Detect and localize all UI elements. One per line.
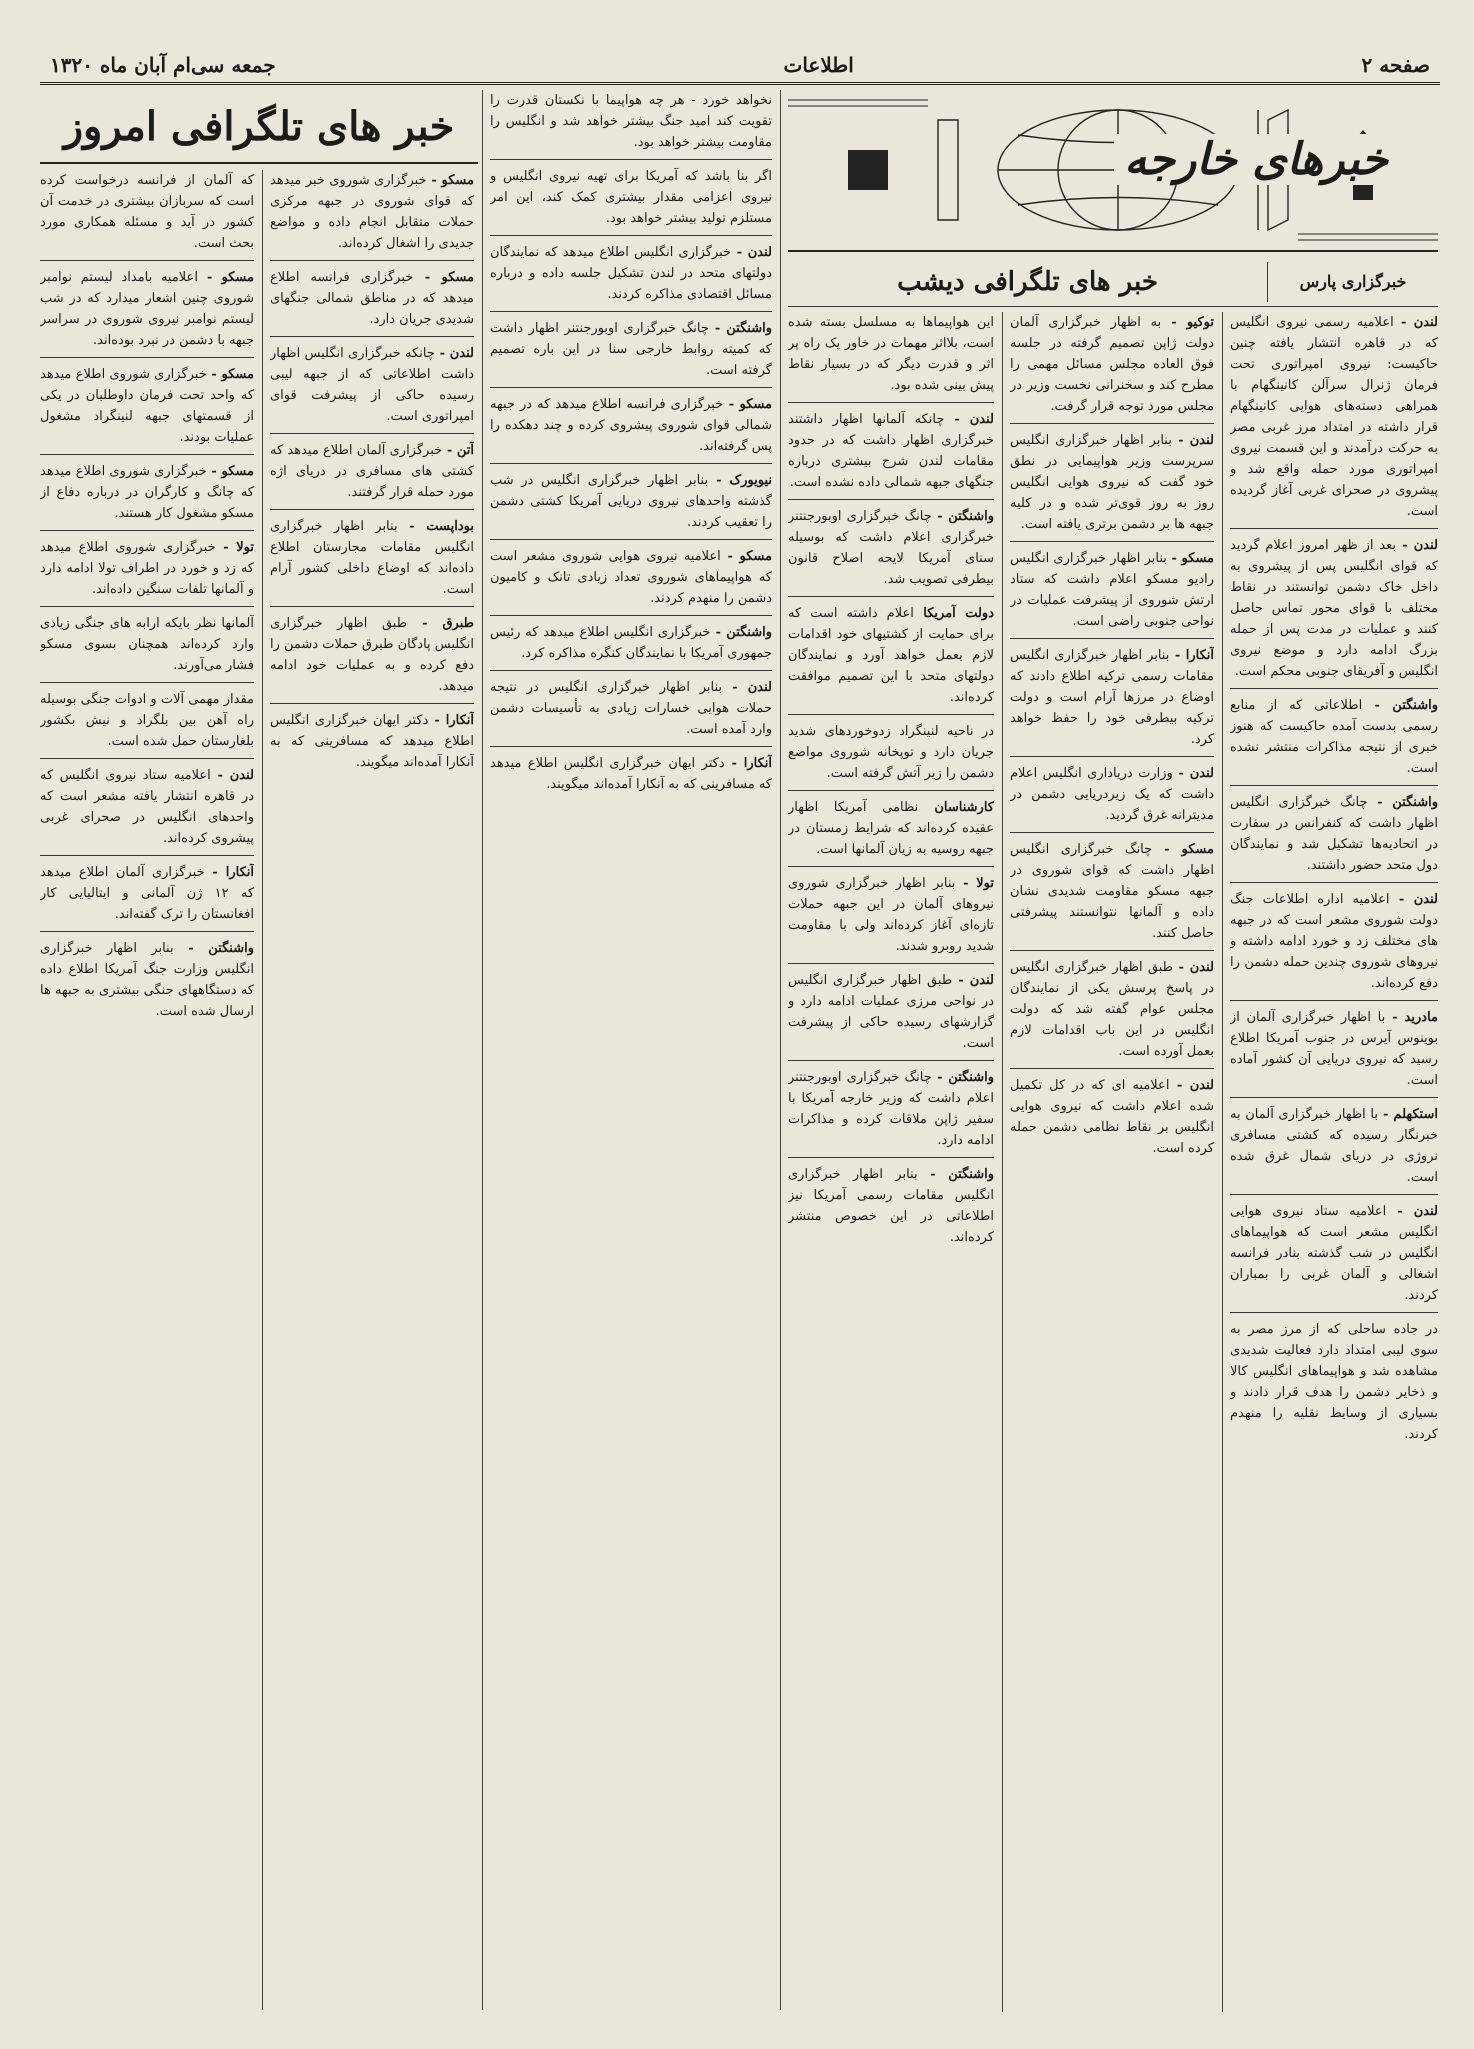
- item-divider: [1230, 785, 1438, 786]
- agency-heading: خبرگزاری پارس: [1267, 262, 1438, 302]
- news-item: [490, 546, 772, 609]
- item-divider: [40, 260, 254, 261]
- dateline: نیویورک -: [708, 473, 772, 488]
- item-divider: [788, 402, 994, 403]
- news-text: بنابر اظهار خبرگزاری انگلیس رادیو مسکو اعلام داشت که ستاد ارتش شوروی از پیشرفت عملیات در نواحی جنوبی راضی است.: [1010, 551, 1214, 629]
- sub-banner: [788, 258, 1438, 307]
- news-item: [270, 613, 474, 697]
- news-text: دکتر ایهان خبرگزاری انگلیس اطلاع میدهد که مسافرینی که به آنکارا آمده‌اند میگویند.: [270, 713, 474, 770]
- news-item: [788, 797, 994, 860]
- news-item: [40, 537, 254, 600]
- dateline: مسکو -: [197, 270, 254, 285]
- dateline: لندن -: [210, 768, 254, 783]
- news-item: [490, 166, 772, 229]
- foreign-news-banner: [788, 90, 1438, 252]
- news-text: بنابر اظهار خبرگزاری شوروی نیروهای آلمان در این جبهه حملات تازه‌ای آغاز کرده‌اند ولی با مقاومت شدید روبرو شدند.: [788, 876, 994, 954]
- news-text: چانگ خبرگزاری انگلیس اظهار داشت که کنفرانس در سفارت در اتحادیه‌ها تشکیل شد و نمایندگان دول متحد حضور داشتند.: [1230, 795, 1438, 873]
- dateline: واشنگتن -: [917, 1167, 994, 1182]
- news-item: [1010, 312, 1214, 417]
- dateline: مسکو -: [426, 173, 474, 188]
- news-text: اعلامیه ستاد نیروی هوایی انگلیس مشعر است که هواپیماهای انگلیس در شب گذشته بنادر فرانسه اشغالی و آلمان غربی را بمباران کردند.: [1230, 1204, 1438, 1303]
- news-item: [1230, 1201, 1438, 1306]
- news-item: [490, 753, 772, 795]
- news-item: [788, 873, 994, 957]
- item-divider: [40, 931, 254, 932]
- news-text: دکتر ایهان خبرگزاری انگلیس اطلاع میدهد که مسافرینی که به آنکارا آمده‌اند میگویند.: [490, 756, 772, 792]
- item-divider: [40, 606, 254, 607]
- news-item: [788, 506, 994, 590]
- news-item: [490, 242, 772, 305]
- item-divider: [1010, 1068, 1214, 1069]
- news-item: [1230, 889, 1438, 994]
- dateline: آنکارا -: [428, 713, 474, 728]
- item-divider: [788, 1157, 994, 1158]
- column-5: [270, 170, 474, 2010]
- news-text: خبرگزاری شوروی اطلاع میدهد که چانگ و کارگران در درباره دفاع از مسکو مشغول کار هستند.: [40, 464, 254, 521]
- news-item: [788, 970, 994, 1054]
- item-divider: [270, 606, 474, 607]
- news-item: [40, 938, 254, 1022]
- news-text: اعلامیه اداره اطلاعات جنگ دولت شوروی مشعر است که در جبهه های مختلف زد و خورد ادامه داشته و نیروهای شوروی چندین حمله دشمن را دفع کرده‌اند.: [1230, 892, 1438, 991]
- item-divider: [40, 357, 254, 358]
- news-item: [1230, 1104, 1438, 1188]
- news-text: بنابر اظهار خبرگزاری انگلیس مقامات رسمی آمریکا نیز اطلاعاتی در این خصوص منتشر کرده‌اند.: [788, 1167, 994, 1245]
- item-divider: [1230, 1000, 1438, 1001]
- news-text: آلمانها نظر بایکه ارابه های جنگی زیادی وارد کرده‌اند همچنان بسوی مسکو فشار می‌آورند.: [40, 616, 254, 673]
- news-item: [270, 710, 474, 773]
- item-divider: [40, 454, 254, 455]
- item-divider: [490, 463, 772, 464]
- news-text: با اظهار خبرگزاری آلمان از بوینوس آیرس در جنوب آمریکا اطلاع رسید که نیروی دریایی آن کشور آماده است.: [1230, 1010, 1438, 1088]
- news-text: خبرگزاری فرانسه اطلاع میدهد که در مناطق شمالی جنگهای شدیدی جریان دارد.: [270, 270, 474, 327]
- news-item: [1010, 839, 1214, 944]
- news-text: خبرگزاری شوروی خبر میدهد که قوای شوروی در جبهه مرکزی حملات متقابل انجام داده و مواضع جدیدی را اشغال کرده‌اند.: [270, 173, 474, 251]
- dateline: تولا -: [955, 876, 994, 891]
- news-item: [40, 461, 254, 524]
- dateline: لندن -: [1386, 1204, 1438, 1219]
- news-item: [788, 409, 994, 493]
- news-text: خبرگزاری فرانسه اطلاع میدهد که در جبهه شمالی قوای شوروی پیشروی کرده و چند دهکده را پس گرفته‌اند.: [490, 397, 772, 454]
- dateline: واشنگتن -: [931, 509, 994, 524]
- news-text: خبرگزاری شوروی اطلاع میدهد که زد و خورد در اطراف تولا ادامه دارد و آلمانها تلفات سنگین داده‌اند.: [40, 540, 254, 597]
- dateline: واشنگتن -: [708, 321, 772, 336]
- news-text: به اظهار خبرگزاری آلمان دولت ژاپن تصمیم گرفته در جلسه فوق العاده مجلس مسائل مهمی را مطرح کند و سخنرانی نخست وزیر در مجلس مورد توجه قرار گرفت.: [1010, 315, 1214, 414]
- item-divider: [1010, 950, 1214, 951]
- news-text: بنابر اظهار خبرگزاری انگلیس مقامات مجارستان اطلاع داده‌اند که اوضاع داخلی کشور آرام است.: [270, 519, 474, 597]
- news-item: [1010, 645, 1214, 750]
- item-divider: [490, 311, 772, 312]
- dateline: لندن -: [1396, 538, 1438, 553]
- dateline: آنکارا -: [1169, 648, 1214, 663]
- dateline: لندن -: [434, 346, 474, 361]
- news-text: خبرگزاری شوروی اطلاع میدهد که واحد تحت فرمان داوطلبان در یکی از قسمتهای جبهه لنینگراد مشغول عملیات بودند.: [40, 367, 254, 445]
- column-4: [490, 90, 772, 2010]
- news-text: در ناحیه لنینگراد زدوخوردهای شدید جریان دارد و توپخانه شوروی مواضع دشمن را زیر آتش گرفته است.: [788, 724, 994, 781]
- news-item: [1230, 1007, 1438, 1091]
- item-divider: [40, 855, 254, 856]
- news-text: بنابر اظهار خبرگزاری انگلیس در نتیجه حملات هوایی خسارات زیادی به تأسیسات دشمن وارد آمده است.: [490, 680, 772, 737]
- news-text: اعلامیه ای که در کل تکمیل شده اعلام داشت که نیروی هوایی انگلیس بر نقاط نظامی دشمن حمله کرده است.: [1010, 1078, 1214, 1156]
- news-text: بنابر اظهار خبرگزاری انگلیس سرپرست وزیر هواپیمایی در نطق خود گفت که نیروی هوایی انگلیس روز به روز قوی‌تر شده و در کلیه جبهه ها بر دشمن برتری یافته است.: [1010, 433, 1214, 532]
- news-text: خبرگزاری آلمان اطلاع میدهد که کشتی های مسافری در دریای اژه مورد حمله قرار گرفتند.: [270, 443, 474, 500]
- item-divider: [490, 159, 772, 160]
- news-item: [490, 394, 772, 457]
- dateline: لندن -: [1393, 315, 1438, 330]
- column-2: [1010, 312, 1214, 2012]
- item-divider: [40, 530, 254, 531]
- news-item: [40, 364, 254, 448]
- news-item: [40, 170, 254, 254]
- news-item: [1230, 792, 1438, 876]
- dateline: آنکارا -: [204, 865, 254, 880]
- dateline: طبرق -: [407, 616, 474, 631]
- item-divider: [490, 539, 772, 540]
- item-divider: [270, 703, 474, 704]
- item-divider: [490, 746, 772, 747]
- news-text: بنابر اظهار خبرگزاری انگلیس وزارت جنگ آمریکا اطلاع داده که دستگاههای جنگی بیشتری به جبهه ها ارسال شده است.: [40, 941, 254, 1019]
- news-item: [490, 318, 772, 381]
- column-6: [40, 170, 254, 2010]
- item-divider: [1230, 1194, 1438, 1195]
- news-text: اعلامیه ستاد نیروی انگلیس که در قاهره انتشار یافته مشعر است که واحدهای انگلیس در صحرای غربی پیشروی کرده‌اند.: [40, 768, 254, 846]
- paper-name: اطلاعات: [783, 53, 854, 77]
- dateline: لندن -: [944, 412, 994, 427]
- news-item: [490, 90, 772, 153]
- item-divider: [1010, 423, 1214, 424]
- news-text: بنابر اظهار خبرگزاری انگلیس در شب گذشته واحدهای نیروی دریایی آمریکا کشتی دشمن را تعقیب کردند.: [490, 473, 772, 530]
- item-divider: [40, 758, 254, 759]
- news-item: [1230, 535, 1438, 682]
- item-divider: [788, 963, 994, 964]
- news-text: خبرگزاری آلمان اطلاع میدهد که ۱۲ ژن آلمانی و ایتالیایی کار افغانستان را ترک گفته‌اند.: [40, 865, 254, 922]
- dateline: لندن -: [1169, 1078, 1214, 1093]
- news-item: [490, 470, 772, 533]
- dateline: مسکو -: [206, 367, 254, 382]
- news-text: خبرگزاری انگلیس اطلاع میدهد که نمایندگان دولتهای متحد در لندن تشکیل جلسه داده و درباره مسائل اقتصادی مذاکره کردند.: [490, 245, 772, 302]
- dateline: مسکو -: [413, 270, 474, 285]
- item-divider: [788, 499, 994, 500]
- dateline: لندن -: [1172, 960, 1214, 975]
- dateline: مسکو -: [206, 464, 254, 479]
- yesterday-heading: خبر های تلگرافی دیشب: [897, 267, 1158, 297]
- item-divider: [490, 387, 772, 388]
- news-text: چانکه آلمانها اظهار داشتند خبرگزاری اظهار داشت که در حدود مقامات لندن شرح بیشتری درباره جنگهای جبهه شمالی داده نشده است.: [788, 412, 994, 490]
- news-text: چانگ خبرگزاری اوبورجنتنر خبرگزاری اعلام داشت که بوسیله سنای آمریکا لایحه اصلاح قانون بیطرفی تصویب شد.: [788, 509, 994, 587]
- dateline: آتن -: [442, 443, 474, 458]
- news-text: نظامی آمریکا اظهار عقیده کرده‌اند که شرایط زمستان در جبهه روسیه به زیان آلمانها است.: [788, 800, 994, 857]
- item-divider: [788, 596, 994, 597]
- news-text: اعلامیه نیروی هوایی شوروی مشعر است که هواپیماهای شوروی تعداد زیادی تانک و کامیون دشمن را منهدم کردند.: [490, 549, 772, 606]
- news-text: چانگ خبرگزاری اوبورجنتنر اعلام داشت که وزیر خارجه آمریکا با سفیر ژاپن ملاقات کرده و مذاکرات ادامه دارد.: [788, 1070, 994, 1148]
- dateline: لندن -: [1172, 766, 1214, 781]
- dateline: واشنگتن -: [931, 1070, 994, 1085]
- news-item: [1230, 695, 1438, 779]
- dateline: آنکارا -: [724, 756, 772, 771]
- today-heading: خبر های تلگرافی امروز: [40, 92, 478, 164]
- item-divider: [1010, 756, 1214, 757]
- dateline: دولت آمریکا: [913, 606, 994, 621]
- news-item: [40, 689, 254, 752]
- news-text: بعد از ظهر امروز اعلام گردید که قوای انگلیس پس از پیشروی به داخل خاک دشمن توانستند در نقاط مختلف با قوای محور تماس حاصل کنند و عملیات در مدت پس از حمله بزرگ ادامه دارد و موضع نیروی انگلیس و آفریقای جنوبی محکم است.: [1230, 538, 1438, 679]
- news-item: [788, 1164, 994, 1248]
- news-item: [270, 343, 474, 427]
- news-item: [270, 516, 474, 600]
- column-1: [1230, 312, 1438, 2012]
- news-item: [1010, 763, 1214, 826]
- dateline: واشنگتن -: [173, 941, 254, 956]
- news-item: [40, 862, 254, 925]
- item-divider: [270, 433, 474, 434]
- dateline: مادرید -: [1385, 1010, 1438, 1025]
- item-divider: [788, 714, 994, 715]
- news-text: نخواهد خورد - هر چه هواپیما با نکستان قدرت را تقویت کند امید جنگ بیشتر خواهد شد و انگلیس را مقاومت بیشتر خواهد بود.: [490, 93, 772, 150]
- dateline: لندن -: [731, 245, 772, 260]
- dateline: مسکو -: [723, 397, 772, 412]
- banner-title: خبرهای خارجه: [1114, 134, 1398, 185]
- item-divider: [1010, 638, 1214, 639]
- news-text: چانگ خبرگزاری انگلیس اظهار داشت که قوای شوروی در جبهه مسکو مقاومت شدیدی نشان داده و آلمانها نتوانستند پیشرفتی حاصل کنند.: [1010, 842, 1214, 941]
- news-item: [788, 312, 994, 396]
- news-item: [490, 677, 772, 740]
- dateline: استکهلم -: [1378, 1107, 1438, 1122]
- news-item: [1010, 1075, 1214, 1159]
- news-item: [788, 721, 994, 784]
- news-item: [788, 1067, 994, 1151]
- dateline: تولا -: [215, 540, 254, 555]
- news-item: [1230, 1319, 1438, 1445]
- item-divider: [490, 235, 772, 236]
- news-text: چانکه خبرگزاری انگلیس اظهار داشت اطلاعاتی که از جبهه لیبی رسیده حاکی از پیشرفت قوای امپراتوری است.: [270, 346, 474, 424]
- item-divider: [270, 509, 474, 510]
- item-divider: [270, 336, 474, 337]
- dateline: لندن -: [722, 680, 772, 695]
- news-text: اگر بنا باشد که آمریکا برای تهیه نیروی انگلیس و نیروی اعزامی مقدار بیشتری کمک کند، این امر مستلزم تولید بیشتر خواهد بود.: [490, 169, 772, 226]
- item-divider: [1230, 1097, 1438, 1098]
- item-divider: [1230, 688, 1438, 689]
- item-divider: [270, 260, 474, 261]
- item-divider: [1230, 1312, 1438, 1313]
- item-divider: [1010, 541, 1214, 542]
- news-text: اعلام داشته است که برای حمایت از کشتیهای خود اقدامات لازم بعمل خواهد آورد و نمایندگان دولتهای متحد با این تصمیم موافقت کرده‌اند.: [788, 606, 994, 705]
- news-text: طبق اظهار خبرگزاری انگلیس در پاسخ پرسش یکی از نمایندگان مجلس عوام گفته شد که دولت انگلیس در این باب اقدامات لازم بعمل آورده است.: [1010, 960, 1214, 1059]
- column-3: [788, 312, 994, 2012]
- news-text: این هواپیماها به مسلسل بسته شده است، بلااثر مهمات در خاور یک راه پر اثر و قدرت دیگر که در بسیار نقاط پیش بینی شده بود.: [788, 315, 994, 393]
- item-divider: [788, 790, 994, 791]
- dateline: لندن -: [1171, 433, 1214, 448]
- news-text: مقدار مهمی آلات و ادوات جنگی بوسیله راه آهن بین بلگراد و نیش بکشور بلغارستان حمل شده است.: [40, 692, 254, 749]
- news-item: [490, 622, 772, 664]
- news-text: وزارت دریاداری انگلیس اعلام داشت که یک زیردریایی دشمن در مدیترانه غرق گردید.: [1010, 766, 1214, 823]
- item-divider: [40, 682, 254, 683]
- news-item: [270, 440, 474, 503]
- news-text: اطلاعاتی که از منابع رسمی بدست آمده حاکیست که هنوز خبری از نتیجه مذاکرات منتشر نشده است.: [1230, 698, 1438, 776]
- dateline: لندن -: [1389, 892, 1438, 907]
- dateline: کارشناسان: [918, 800, 994, 815]
- dateline: واشنگتن -: [1362, 698, 1438, 713]
- news-text: که آلمان از فرانسه درخواست کرده است که سربازان بیشتری در خدمت آن کشور در آید و مسئله همکاری مورد بحث است.: [40, 173, 254, 251]
- news-text: طبق اظهار خبرگزاری انگلیس در نواحی مرزی عملیات ادامه دارد و گزارشهای رسیده حاکی از پیشرفت است.: [788, 973, 994, 1051]
- news-item: [1010, 430, 1214, 535]
- dateline: توکیو -: [1161, 315, 1214, 330]
- news-item: [270, 170, 474, 254]
- item-divider: [1010, 832, 1214, 833]
- news-item: [788, 603, 994, 708]
- item-divider: [1230, 528, 1438, 529]
- item-divider: [490, 670, 772, 671]
- news-text: چانگ خبرگزاری اوبورجنتنر اظهار داشت که کمیته روابط خارجی سنا در این باره تصمیم گرفته است.: [490, 321, 772, 378]
- dateline: لندن -: [952, 973, 994, 988]
- item-divider: [788, 1060, 994, 1061]
- news-text: اعلامیه بامداد لیستم نوامبر شوروی چنین اشعار میدارد که در شب لیستم نوامبر نیروی شوروی در سراسر جبهه با دشمن در نبرد بوده‌اند.: [40, 270, 254, 348]
- news-item: [40, 765, 254, 849]
- dateline: مسکو -: [1152, 842, 1214, 857]
- item-divider: [788, 866, 994, 867]
- item-divider: [1230, 882, 1438, 883]
- masthead: [40, 48, 1440, 85]
- news-item: [40, 613, 254, 676]
- news-item: [1010, 548, 1214, 632]
- news-item: [1010, 957, 1214, 1062]
- page-number: صفحه ۲: [1361, 53, 1430, 77]
- issue-date: جمعه سی‌ام آبان ماه ۱۳۲۰: [50, 53, 276, 77]
- news-item: [40, 267, 254, 351]
- news-text: طبق اظهار خبرگزاری انگلیس پادگان طبرق حملات دشمن را دفع کرده و به عملیات خود ادامه میدهد.: [270, 616, 474, 694]
- news-text: اعلامیه رسمی نیروی انگلیس که در قاهره انتشار یافته چنین حاکیست: نیروی امپراتوری تحت فرمان ژنرال سرآلن کانینگهام با همراهی دسته‌های هوایی کانینگهام قرار داشته در امتداد مرز غربی مصر به حرکت درآمدند و این قسمت نیروی امپراتوری مورد حمله واقع شد و پیشروی در صحرای غربی آغاز گردیده است.: [1230, 315, 1438, 519]
- dateline: مسکو -: [1166, 551, 1214, 566]
- item-divider: [490, 615, 772, 616]
- news-text: خبرگزاری انگلیس اطلاع میدهد که رئیس جمهوری آمریکا با نمایندگان کنگره مذاکره کرد.: [490, 625, 772, 661]
- news-text: بنابر اظهار خبرگزاری انگلیس مقامات رسمی ترکیه اطلاع دادند که اوضاع در مرزها آرام است و دولت ترکیه بیطرفی خود را حفظ خواهد کرد.: [1010, 648, 1214, 747]
- news-text: با اظهار خبرگزاری آلمان به خبرنگار رسیده که کشتی مسافری نروژی در دریای شمال غرق شده است.: [1230, 1107, 1438, 1185]
- dateline: واشنگتن -: [1367, 795, 1438, 810]
- dateline: بوداپست -: [397, 519, 474, 534]
- dateline: مسکو -: [720, 549, 772, 564]
- news-text: در جاده ساحلی که از مرز مصر به سوی لیبی امتداد دارد فعالیت شدیدی مشاهده شد و هواپیماهای انگلیس کالا و ذخایر دشمن را هدف قرار دادند و بسیاری از وسایط نقلیه را منهدم کردند.: [1230, 1322, 1438, 1442]
- news-item: [270, 267, 474, 330]
- dateline: واشنگتن -: [710, 625, 772, 640]
- news-item: [1230, 312, 1438, 522]
